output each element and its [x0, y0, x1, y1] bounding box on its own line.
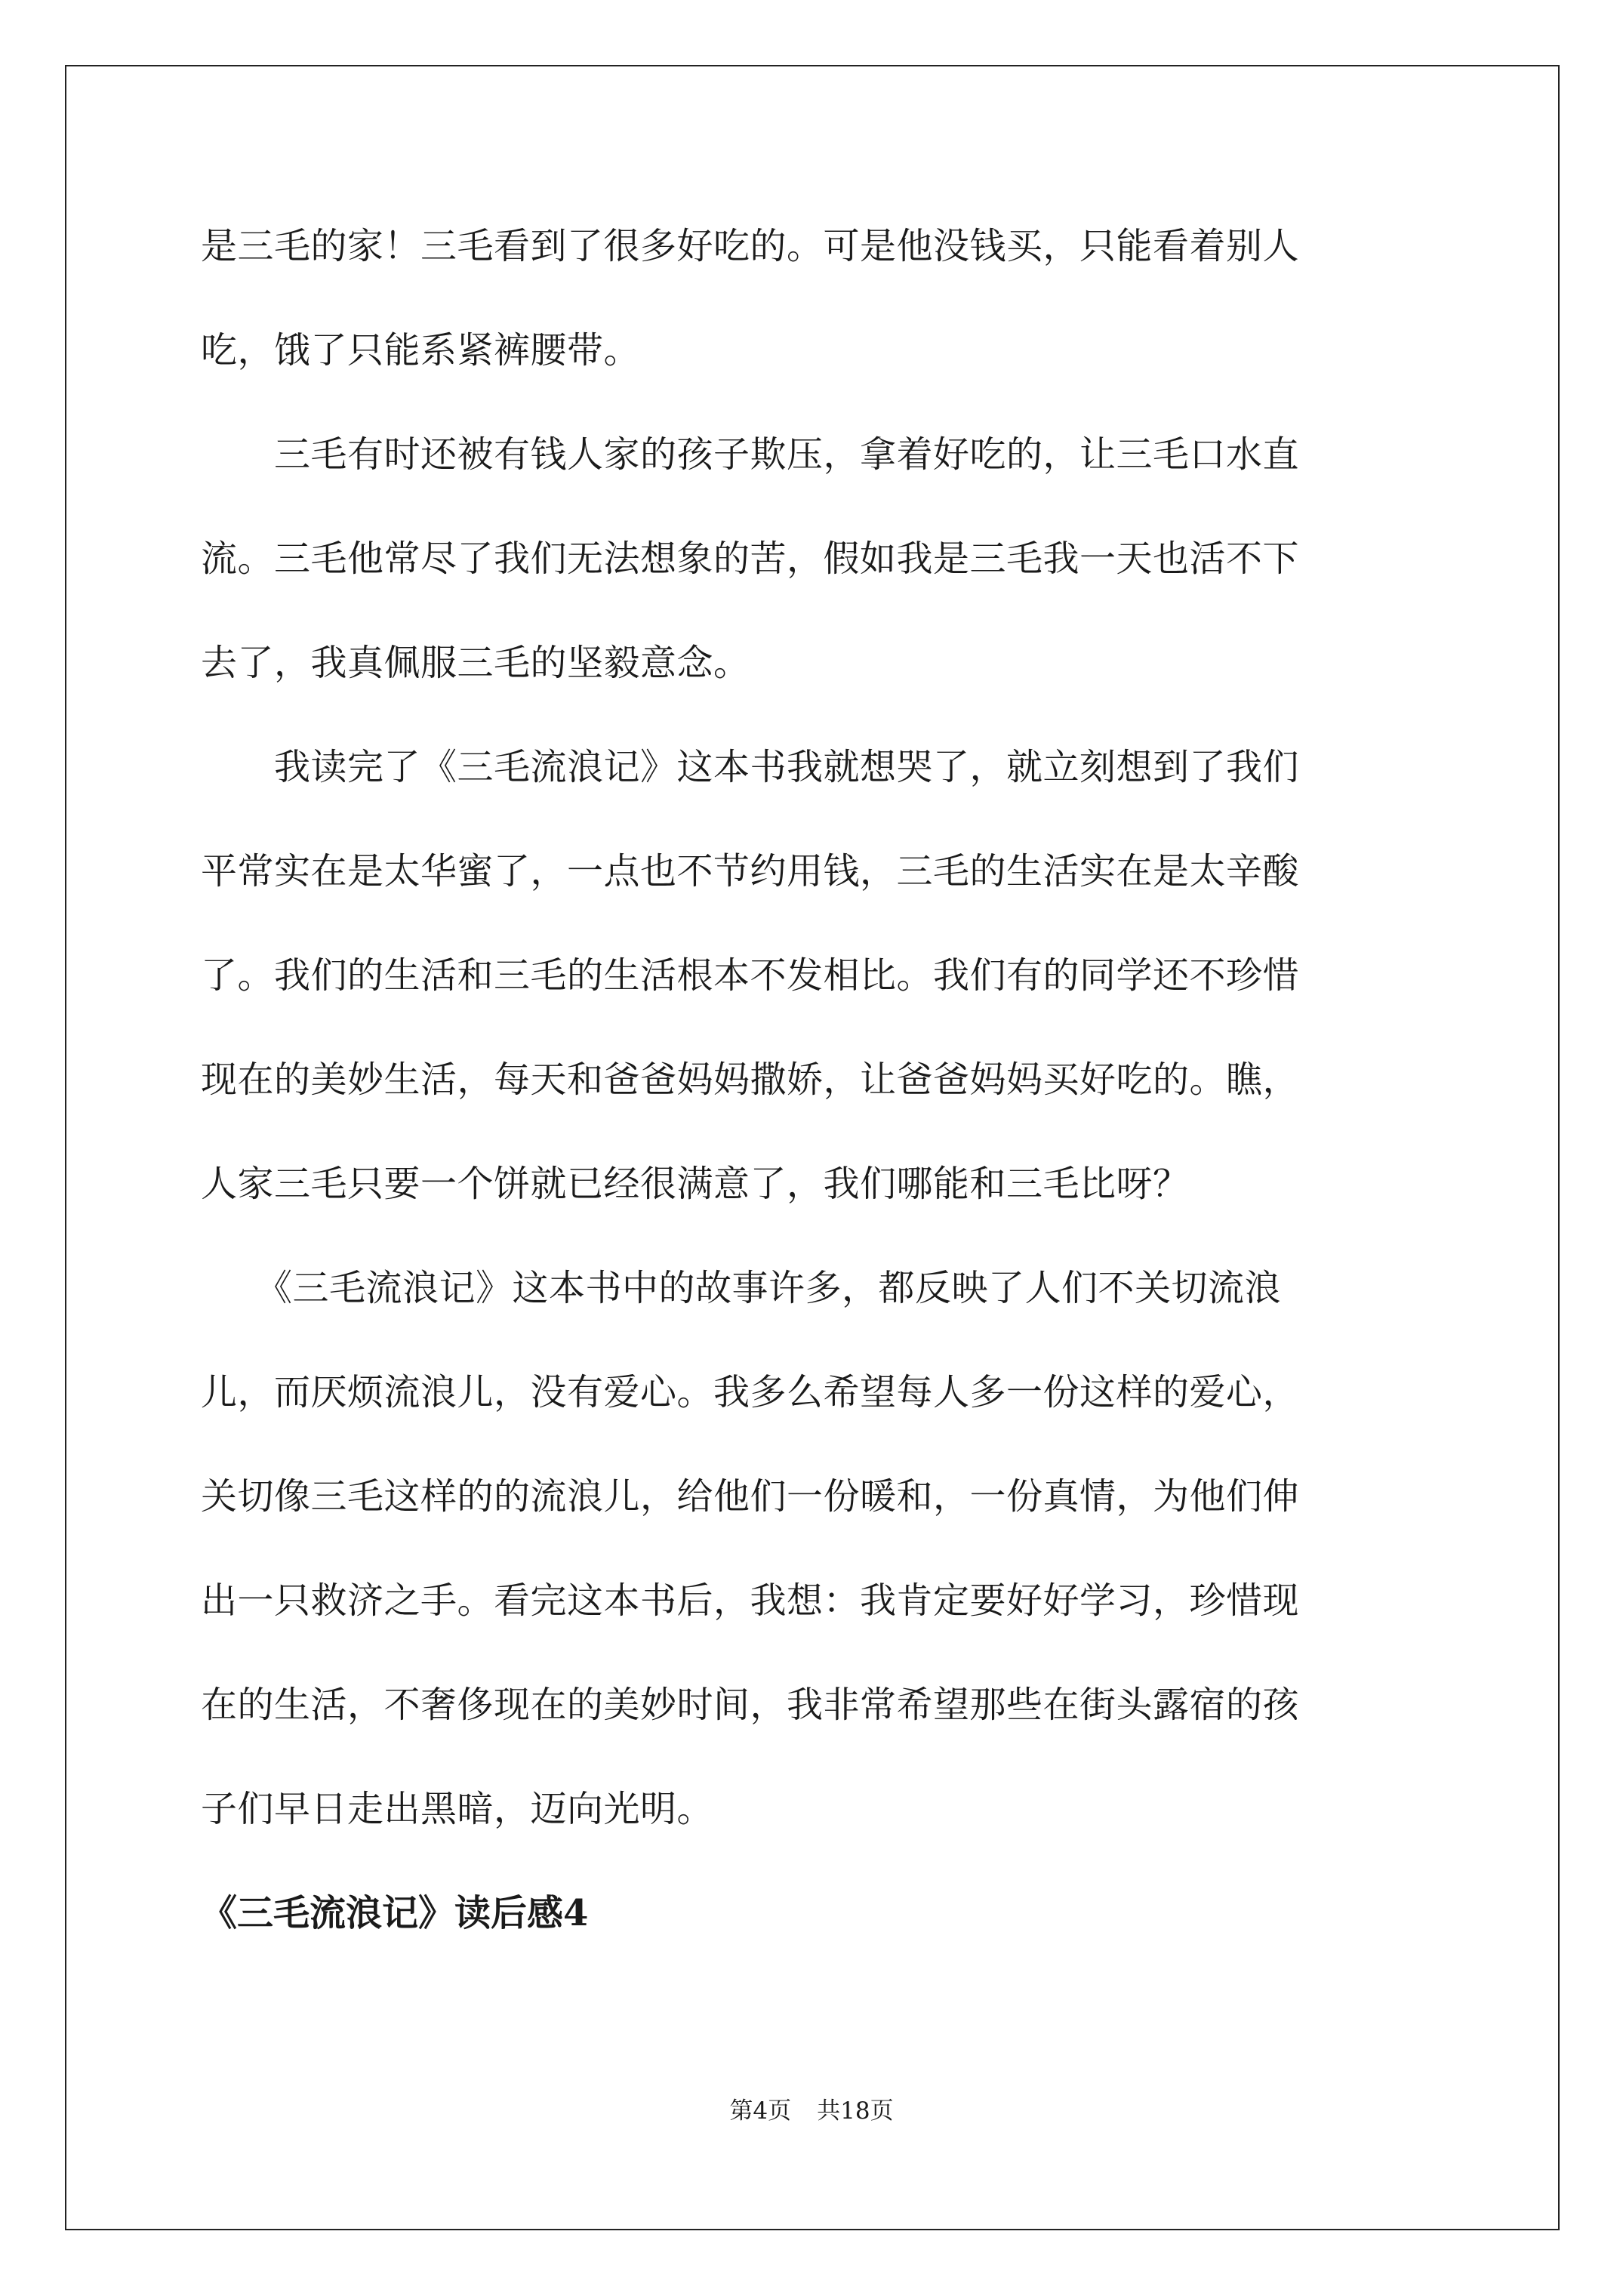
text-line: 《三毛流浪记》这本书中的故事许多，都反映了人们不关切流浪	[201, 1267, 1282, 1309]
text-line: 吃，饿了只能系紧裤腰带。	[201, 329, 641, 371]
text-line: 在的生活，不奢侈现在的美妙时间，我非常希望那些在街头露宿的孩	[201, 1684, 1300, 1726]
text-line: 三毛有时还被有钱人家的孩子欺压，拿着好吃的，让三毛口水直	[201, 433, 1300, 476]
page-number: 第4页	[729, 2097, 792, 2125]
section-heading: 《三毛流浪记》读后感4	[201, 1892, 589, 1934]
text-line: 子们早日走出黑暗，迈向光明。	[201, 1788, 714, 1830]
text-line: 我读完了《三毛流浪记》这本书我就想哭了，就立刻想到了我们	[201, 746, 1300, 788]
text-line: 去了，我真佩服三毛的坚毅意念。	[201, 642, 750, 684]
text-line: 关切像三毛这样的的流浪儿，给他们一份暖和，一份真情，为他们伸	[201, 1475, 1300, 1518]
text-line: 人家三毛只要一个饼就已经很满意了，我们哪能和三毛比呀？	[201, 1163, 1190, 1205]
text-line: 儿，而厌烦流浪儿，没有爱心。我多么希望每人多一份这样的爱心，	[201, 1371, 1300, 1413]
text-line: 出一只救济之手。看完这本书后，我想：我肯定要好好学习，珍惜现	[201, 1579, 1300, 1622]
text-line: 现在的美妙生活，每天和爸爸妈妈撒娇，让爸爸妈妈买好吃的。瞧，	[201, 1059, 1300, 1101]
text-line: 是三毛的家！三毛看到了很多好吃的。可是他没钱买，只能看着别人	[201, 225, 1300, 267]
text-line: 流。三毛他常尽了我们无法想象的苦，假如我是三毛我一天也活不下	[201, 538, 1300, 580]
text-line: 了。我们的生活和三毛的生活根本不发相比。我们有的同学还不珍惜	[201, 954, 1300, 997]
total-pages: 共18页	[817, 2097, 894, 2125]
text-line: 平常实在是太华蜜了，一点也不节约用钱，三毛的生活实在是太辛酸	[201, 850, 1300, 892]
document-body	[201, 220, 1431, 1940]
page-footer	[0, 2096, 1623, 2126]
